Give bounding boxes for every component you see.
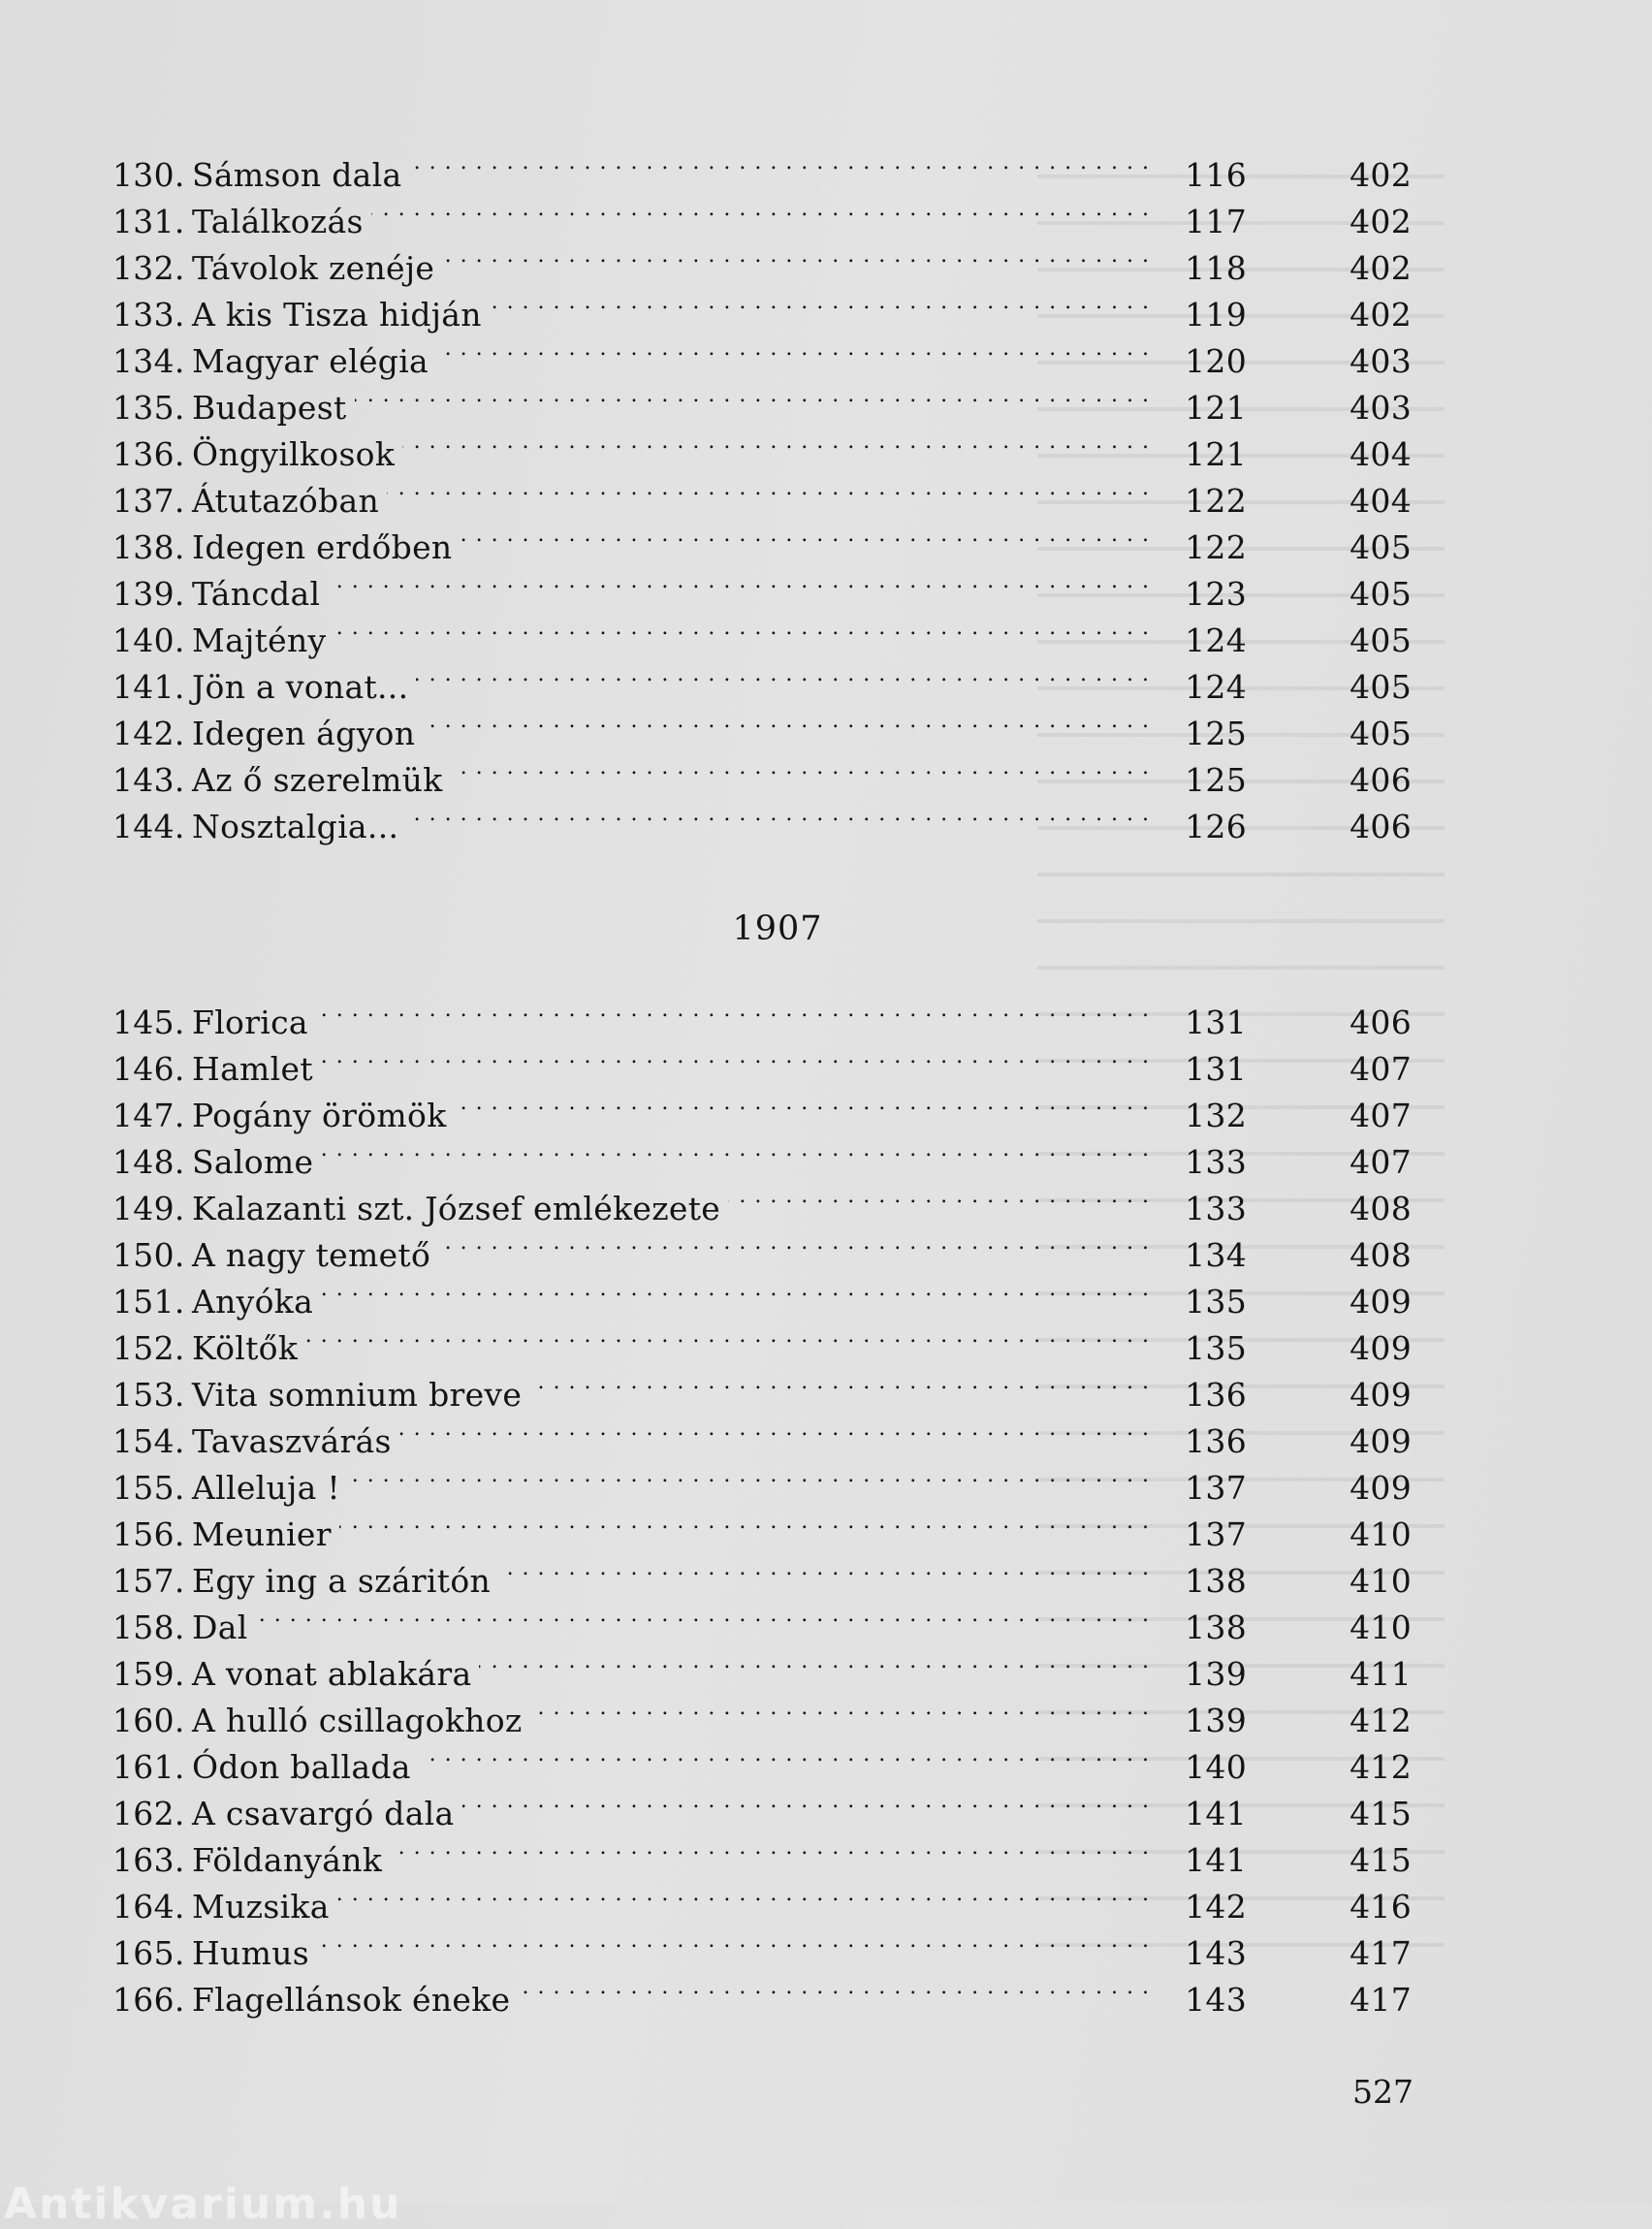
entry-number: 164. [112,1888,185,1926]
entry-title: Majtény [192,621,327,659]
entry-page: 125 [1185,715,1247,752]
entry-page: 124 [1185,668,1247,706]
entry-notes-page: 407 [1350,1143,1412,1181]
entry-notes-page: 405 [1350,715,1412,752]
dot-leader [334,605,1150,652]
entry-notes-page: 402 [1350,156,1412,194]
entry-page: 122 [1185,528,1247,566]
dot-leader [406,791,1150,838]
entry-page: 126 [1185,808,1247,845]
entry-notes-page: 415 [1350,1841,1412,1879]
entry-title: Meunier [192,1515,332,1553]
entry-number: 138. [112,528,185,566]
entry-page: 137 [1185,1469,1247,1507]
entry-number: 132. [112,249,185,287]
dot-leader [479,1639,1150,1685]
entry-notes-page: 410 [1350,1608,1412,1646]
entry-page: 142 [1185,1888,1247,1926]
entry-page: 133 [1185,1190,1247,1227]
dot-leader [348,1452,1150,1499]
dot-leader [316,987,1150,1034]
dot-leader [321,1127,1150,1173]
entry-number: 163. [112,1841,185,1879]
entry-notes-page: 409 [1350,1283,1412,1321]
entry-number: 140. [112,621,185,659]
entry-notes-page: 410 [1350,1562,1412,1600]
entry-title: Magyar elégia [192,342,429,380]
entry-number: 155. [112,1469,185,1507]
entry-notes-page: 408 [1350,1236,1412,1274]
entry-title: Idegen ágyon [192,715,416,752]
dot-leader [409,140,1150,186]
entry-title: Távolok zenéje [192,249,435,287]
dot-leader [423,698,1150,745]
dot-leader [530,1685,1150,1732]
dot-leader [416,652,1150,698]
entry-title: Jön a vonat... [192,668,409,706]
dot-leader [451,745,1150,791]
entry-page: 137 [1185,1515,1247,1553]
entry-title: Átutazóban [192,482,380,520]
entry-page: 119 [1185,296,1247,334]
entry-page: 116 [1185,156,1247,194]
entry-notes-page: 409 [1350,1469,1412,1507]
entry-page: 124 [1185,621,1247,659]
entry-title: Tavaszvárás [192,1422,392,1460]
dot-leader [438,1220,1150,1266]
dot-leader [462,1778,1150,1825]
entry-page: 120 [1185,342,1247,380]
entry-title: A kis Tisza hidján [192,296,482,334]
entry-notes-page: 403 [1350,389,1412,427]
entry-notes-page: 405 [1350,668,1412,706]
entry-title: Alleluja ! [192,1469,340,1507]
entry-title: A vonat ablakára [192,1655,472,1693]
entry-notes-page: 417 [1350,1934,1412,1972]
entry-page: 138 [1185,1608,1247,1646]
entry-page: 131 [1185,1050,1247,1088]
entry-page: 134 [1185,1236,1247,1274]
entry-notes-page: 402 [1350,296,1412,334]
entry-notes-page: 405 [1350,621,1412,659]
entry-number: 158. [112,1608,185,1646]
dot-leader [461,512,1151,558]
entry-page: 121 [1185,389,1247,427]
entry-title: Kalazanti szt. József emlékezete [192,1190,721,1227]
year-heading: 1907 [732,909,823,948]
entry-title: Táncdal [192,575,321,613]
entry-number: 157. [112,1562,185,1600]
entry-number: 143. [112,761,185,799]
entry-number: 150. [112,1236,185,1274]
dot-leader [490,279,1150,326]
entry-notes-page: 411 [1350,1655,1412,1693]
entry-number: 165. [112,1934,185,1972]
entry-title: Vita somnium breve [192,1376,523,1414]
entry-number: 159. [112,1655,185,1693]
entry-page: 138 [1185,1562,1247,1600]
entry-notes-page: 404 [1350,435,1412,473]
entry-number: 146. [112,1050,185,1088]
entry-page: 117 [1185,203,1247,240]
dot-leader [436,326,1150,372]
entry-page: 140 [1185,1748,1247,1786]
entry-notes-page: 408 [1350,1190,1412,1227]
entry-notes-page: 409 [1350,1422,1412,1460]
entry-title: Muzsika [192,1888,330,1926]
toc-list-1907 [112,987,1412,2019]
entry-number: 147. [112,1097,185,1134]
page-number: 527 [1352,2073,1414,2111]
entry-title: Salome [192,1143,314,1181]
dot-leader [455,1080,1151,1127]
entry-page: 139 [1185,1702,1247,1739]
entry-number: 151. [112,1283,185,1321]
entry-title: Találkozás [192,203,364,240]
entry-number: 131. [112,203,185,240]
entry-title: A nagy temető [192,1236,431,1274]
entry-number: 142. [112,715,185,752]
entry-number: 162. [112,1795,185,1832]
dot-leader [355,372,1150,419]
toc-list-1906 [112,140,1412,845]
entry-number: 144. [112,808,185,845]
entry-page: 139 [1185,1655,1247,1693]
entry-notes-page: 409 [1350,1329,1412,1367]
entry-notes-page: 409 [1350,1376,1412,1414]
entry-title: Költők [192,1329,299,1367]
entry-number: 166. [112,1981,185,2019]
entry-number: 149. [112,1190,185,1227]
dot-leader [442,233,1150,279]
dot-leader [305,1313,1150,1359]
entry-notes-page: 406 [1350,808,1412,845]
entry-notes-page: 402 [1350,203,1412,240]
entry-page: 143 [1185,1934,1247,1972]
entry-number: 137. [112,482,185,520]
entry-number: 141. [112,668,185,706]
entry-title: Idegen erdőben [192,528,453,566]
entry-number: 133. [112,296,185,334]
entry-page: 135 [1185,1329,1247,1367]
entry-title: Humus [192,1934,310,1972]
entry-page: 131 [1185,1003,1247,1041]
toc-entry [112,140,1412,194]
entry-title: Nosztalgia... [192,808,399,845]
entry-title: Földanyánk [192,1841,383,1879]
dot-leader [321,1266,1150,1313]
dot-leader [402,419,1150,465]
dot-leader [321,1034,1150,1080]
entry-number: 154. [112,1422,185,1460]
entry-number: 161. [112,1748,185,1786]
entry-title: Ódon ballada [192,1748,411,1786]
entry-notes-page: 407 [1350,1050,1412,1088]
entry-page: 133 [1185,1143,1247,1181]
entry-number: 152. [112,1329,185,1367]
entry-title: Budapest [192,389,347,427]
entry-notes-page: 405 [1350,528,1412,566]
entry-number: 130. [112,156,185,194]
entry-number: 134. [112,342,185,380]
entry-notes-page: 403 [1350,342,1412,380]
dot-leader [328,558,1150,605]
entry-notes-page: 412 [1350,1748,1412,1786]
dot-leader [371,186,1150,233]
entry-page: 135 [1185,1283,1247,1321]
entry-notes-page: 406 [1350,1003,1412,1041]
dot-leader [518,1964,1150,2011]
dot-leader [339,1499,1150,1545]
entry-number: 145. [112,1003,185,1041]
entry-notes-page: 406 [1350,761,1412,799]
entry-page: 121 [1185,435,1247,473]
entry-number: 139. [112,575,185,613]
dot-leader [387,465,1150,512]
entry-title: Öngyilkosok [192,435,396,473]
entry-notes-page: 405 [1350,575,1412,613]
entry-page: 136 [1185,1376,1247,1414]
entry-number: 136. [112,435,185,473]
entry-title: A hulló csillagokhoz [192,1702,523,1739]
entry-page: 132 [1185,1097,1247,1134]
entry-notes-page: 407 [1350,1097,1412,1134]
entry-page: 141 [1185,1841,1247,1879]
entry-number: 148. [112,1143,185,1181]
dot-leader [419,1732,1150,1778]
dot-leader [529,1359,1150,1406]
dot-leader [498,1545,1150,1592]
watermark: Antikvarium.hu [4,2180,402,2229]
entry-title: Sámson dala [192,156,402,194]
entry-title: Flagellánsok éneke [192,1981,511,2019]
entry-title: A csavargó dala [192,1795,455,1832]
entry-notes-page: 410 [1350,1515,1412,1553]
entry-title: Pogány örömök [192,1097,447,1134]
entry-number: 156. [112,1515,185,1553]
dot-leader [728,1173,1150,1220]
entry-title: Dal [192,1608,248,1646]
entry-number: 153. [112,1376,185,1414]
entry-page: 118 [1185,249,1247,287]
dot-leader [390,1825,1150,1871]
entry-page: 123 [1185,575,1247,613]
toc-entry [112,987,1412,1041]
entry-title: Anyóka [192,1283,314,1321]
entry-notes-page: 404 [1350,482,1412,520]
entry-number: 135. [112,389,185,427]
entry-notes-page: 417 [1350,1981,1412,2019]
entry-page: 141 [1185,1795,1247,1832]
entry-title: Hamlet [192,1050,313,1088]
entry-page: 125 [1185,761,1247,799]
entry-notes-page: 412 [1350,1702,1412,1739]
entry-page: 143 [1185,1981,1247,2019]
dot-leader [337,1871,1150,1918]
entry-notes-page: 415 [1350,1795,1412,1832]
entry-title: Az ő szerelmük [192,761,443,799]
entry-notes-page: 416 [1350,1888,1412,1926]
entry-number: 160. [112,1702,185,1739]
dot-leader [399,1406,1150,1452]
dot-leader [256,1592,1150,1639]
dot-leader [317,1918,1150,1964]
entry-page: 122 [1185,482,1247,520]
entry-title: Florica [192,1003,308,1041]
entry-title: Egy ing a száritón [192,1562,492,1600]
entry-notes-page: 402 [1350,249,1412,287]
entry-page: 136 [1185,1422,1247,1460]
